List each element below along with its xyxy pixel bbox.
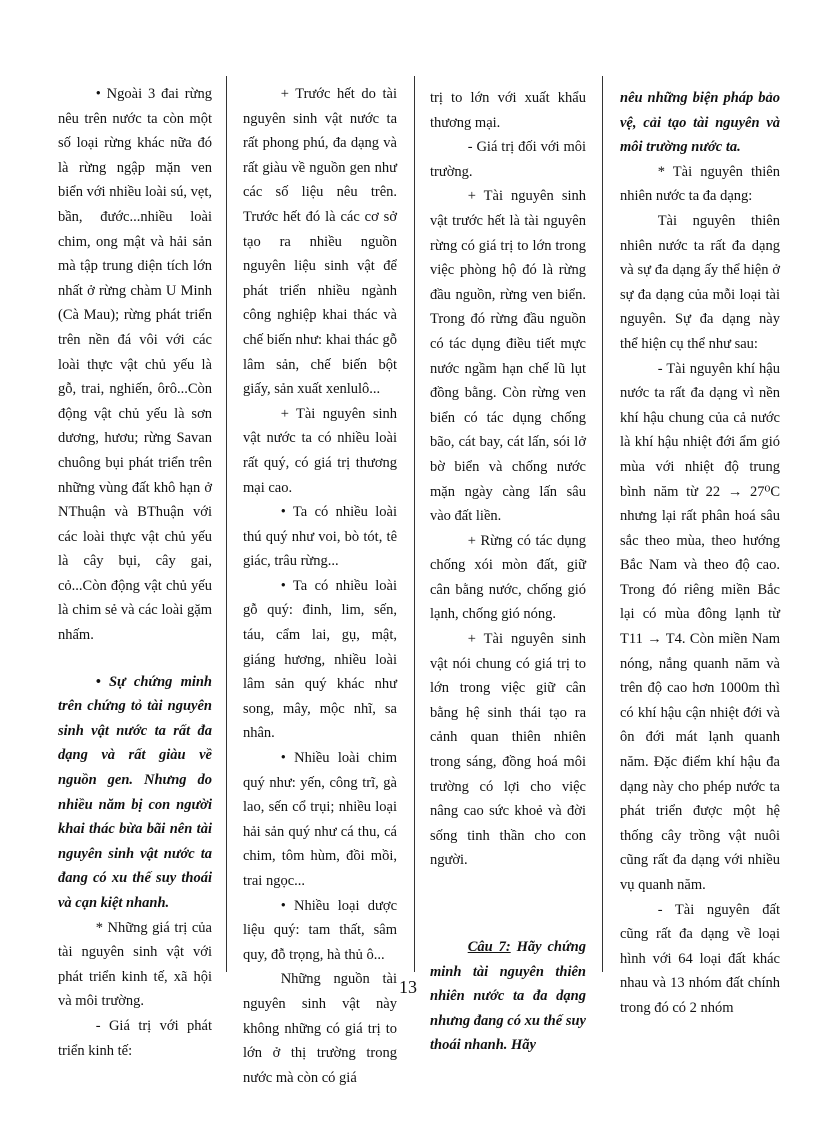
paragraph: Tài nguyên thiên nhiên nước ta rất đa dạng và sự đa dạng ấy thể hiện ở sự đa dạng của mỗi loại tài nguyên. Sự đa dạng này thể hiện cụ thể như sau:	[620, 212, 780, 352]
text-column-1	[58, 82, 212, 1063]
paragraph: • Nhiều loài chim quý như: yến, công trĩ, gà lao, sến cổ trụi; nhiều loại hải sản quý như cá thu, cá chim, tôm hùm, đồi mồi, trai ngọc...	[243, 750, 397, 889]
paragraph: trị to lớn với xuất khẩu thương mại.	[430, 90, 586, 131]
paragraph: • Ta có nhiều loài gỗ quý: đinh, lim, sến, táu, cẩm lai, gụ, mật, giáng hương, nhiều loài lâm sản quý khác như song, mây, mộc nhĩ, sa nhân.	[243, 577, 397, 742]
question-label: Câu 7:	[467, 939, 511, 955]
paragraph: + Tài nguyên sinh vật trước hết là tài nguyên rừng có giá trị to lớn trong việc phòng hộ đó là rừng đầu nguồn, rừng ven biển. Trong đó rừng đầu nguồn có tác dụng điều tiết mực nước ngầm hạn chế lũ lụt đồng bằng. Còn rừng ven biển có tác dụng chống bão, cát bay, cát lấn, sói lở bờ biển và chống nước mặn ngày càng lấn sâu vào đất liền.	[430, 188, 586, 525]
paragraph-emphasis: • Sự chứng minh trên chứng tỏ tài nguyên sinh vật nước ta rất đa dạng và rất giàu về nguồn gen. Nhưng do nhiều năm bị con người khai thác bừa bãi nên tài nguyên sinh vật nước ta đang có xu thế suy thoái và cạn kiệt nhanh.	[58, 673, 212, 911]
question-heading-continued: nêu những biện pháp bảo vệ, cải tạo tài nguyên và môi trường nước ta.	[620, 90, 780, 156]
paragraph: - Tài nguyên khí hậu nước ta rất đa dạng vì nền khí hậu chung của cả nước là khí hậu nhiệt đới ẩm gió mùa với nhiệt độ trung bình năm từ 22 → 27⁰C nhưng lại rất phân hoá sâu sắc theo mùa, theo hướng Bắc Nam và theo độ cao. Trong đó riêng miền Bắc lại có mùa đông lạnh từ T11 → T4. Còn miền Nam nóng, nắng quanh năm và trên độ cao hơn 1000m thì có khí hậu cận nhiệt đới và ôn đới mát lạnh quanh năm. Đặc điểm khí hậu đa dạng này cho phép nước ta phát triển được một hệ thống cây trồng vật nuôi cũng rất đa dạng với nhiều vụ quanh năm.	[620, 360, 780, 893]
paragraph: + Rừng có tác dụng chống xói mòn đất, giữ cân bằng nước, chống gió lạnh, chống gió nóng.	[430, 532, 586, 623]
text-column-2	[243, 82, 397, 1090]
text-column-3	[430, 86, 586, 1058]
paragraph: • Ngoài 3 đai rừng nêu trên nước ta còn một số loại rừng khác nữa đó là rừng ngập mặn ven biển với nhiều loài sú, vẹt, bần, đước...nhiều loài chim, ong mật và hải sản mà tập trung diện tích lớn nhất ở rừng chàm U Minh (Cà Mau); rừng phát triển trên nền đá vôi với các loài thực vật chủ yếu là gỗ, trai, nghiến, ôrô...Còn động vật chủ yếu là sơn dương, hươu; rừng Savan chuông bụi phát triển trên những vùng đất khô hạn ở NThuận và BThuận với các loài thực vật chủ yếu là cây bụi, cây gai, cỏ...Còn động vật chủ yếu là chim sẻ và các loài gặm nhấm.	[58, 86, 212, 644]
page-number: 13	[399, 977, 417, 997]
paragraph: • Nhiều loại dược liệu quý: tam thất, sâm quy, đỗ trọng, hà thủ ô...	[243, 897, 397, 963]
column-divider	[414, 76, 415, 972]
column-divider	[226, 76, 227, 972]
text-column-4	[620, 86, 780, 1021]
paragraph: + Tài nguyên sinh vật nói chung có giá trị to lớn trong việc giữ cân bằng hệ sinh thái tạo ra cảnh quan thiên nhiên trong sáng, đồng hoá môi trường có lợi cho việc nâng cao sức khoẻ và đời sống tinh thần cho con người.	[430, 631, 586, 869]
column-divider	[602, 76, 603, 972]
question-text: Hãy chứng minh tài nguyên thiên nhiên nước ta đa dạng nhưng đang có xu thế suy thoái nhanh. Hãy	[430, 939, 586, 1054]
paragraph: + Tài nguyên sinh vật nước ta có nhiều loài rất quý, có giá trị thương mại cao.	[243, 405, 397, 496]
paragraph: * Những giá trị của tài nguyên sinh vật với phát triển kinh tế, xã hội và môi trường.	[58, 919, 212, 1010]
paragraph: Những nguồn tài nguyên sinh vật này không những có giá trị to lớn ở thị trường trong nước mà còn có giá	[243, 971, 397, 1086]
paragraph: - Tài nguyên đất cũng rất đa dạng về loại hình với 64 loại đất khác nhau và 13 nhóm đất chính trong đó có 2 nhóm	[620, 901, 780, 1016]
paragraph: * Tài nguyên thiên nhiên nước ta đa dạng:	[620, 163, 780, 205]
paragraph: - Giá trị với phát triển kinh tế:	[58, 1017, 212, 1059]
paragraph: - Giá trị đối với môi trường.	[430, 139, 586, 180]
paragraph: + Trước hết do tài nguyên sinh vật nước ta rất phong phú, đa dạng và rất giàu về nguồn gen như các số liệu nêu trên. Trước hết đó là các cơ sở tạo ra nhiều nguồn nguyên liệu sinh vật để phát triển nhiều ngành công nghiệp khai thác và chế biến như: khai thác gỗ lâm sản, chế biến bột giấy, sản xuất xenlulô...	[243, 86, 397, 398]
paragraph: • Ta có nhiều loài thú quý như voi, bò tót, tê giác, trâu rừng...	[243, 504, 397, 570]
